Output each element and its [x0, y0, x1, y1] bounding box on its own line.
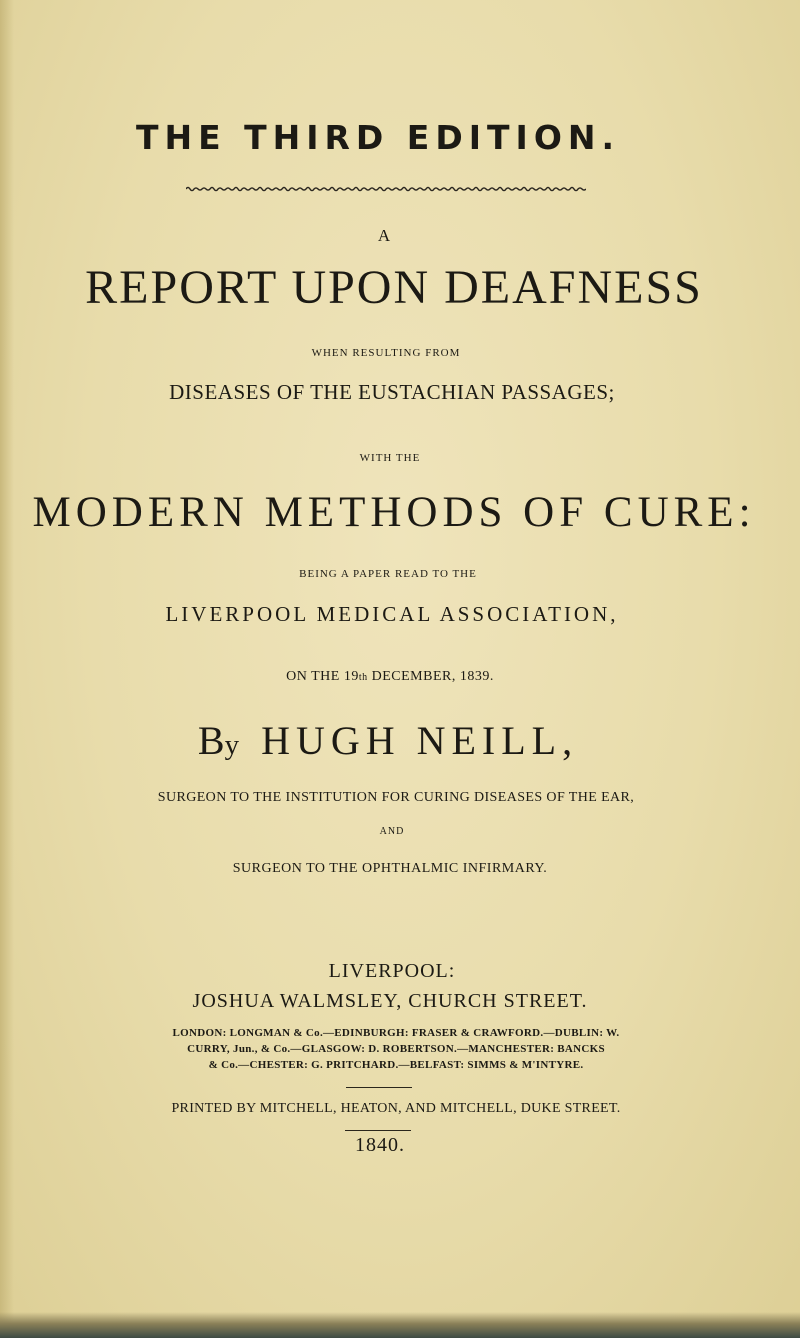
by-rest: y: [224, 729, 246, 761]
author-role-ophthalmic: SURGEON TO THE OPHTHALMIC INFIRMARY.: [232, 861, 548, 876]
divider-rule: [346, 1087, 412, 1088]
and-connector: AND: [379, 826, 405, 837]
subtitle-modern-methods: MODERN METHODS OF CURE:: [32, 489, 756, 536]
with-the: WITH THE: [359, 452, 421, 464]
book-title: REPORT UPON DEAFNESS: [85, 261, 703, 314]
date-prefix: ON THE 19: [286, 669, 359, 684]
agents-line: & Co.—CHESTER: G. PRITCHARD.—BELFAST: SIMMS & M'INTYRE.: [208, 1059, 584, 1071]
by-initial: B: [197, 718, 225, 763]
agents-line: CURRY, Jun., & Co.—GLASGOW: D. ROBERTSON.—MANCHESTER: BANCKS: [187, 1043, 605, 1055]
agents-line: LONDON: LONGMAN & Co.—EDINBURGH: FRASER & CRAWFORD.—DUBLIN: W.: [172, 1027, 620, 1039]
publication-year: 1840.: [355, 1134, 405, 1156]
divider-rule: [345, 1130, 411, 1131]
page-bottom-edge: [0, 1312, 800, 1338]
imprint-place: LIVERPOOL:: [328, 960, 456, 982]
date-ordinal: th: [358, 672, 368, 683]
imprint-agents: [0, 1025, 796, 1073]
when-resulting-from: WHEN RESULTING FROM: [311, 347, 461, 359]
author-byline: [0, 717, 788, 764]
printer-line: PRINTED BY MITCHELL, HEATON, AND MITCHELL, DUKE STREET.: [171, 1101, 621, 1116]
reading-date: [0, 669, 790, 685]
subtitle-diseases: DISEASES OF THE EUSTACHIAN PASSAGES;: [169, 380, 615, 404]
wavy-rule-ornament: [186, 183, 586, 195]
imprint-publisher: JOSHUA WALMSLEY, CHURCH STREET.: [192, 990, 588, 1012]
edition-heading: THE THIRD EDITION.: [135, 118, 621, 157]
author-role-ear: SURGEON TO THE INSTITUTION FOR CURING DISEASES OF THE EAR,: [157, 790, 635, 805]
being-a-paper: BEING A PAPER READ TO THE: [299, 568, 477, 580]
article-a: A: [377, 226, 391, 245]
date-rest: DECEMBER, 1839.: [367, 669, 494, 684]
author-name: HUGH NEILL,: [261, 718, 579, 763]
association-name: LIVERPOOL MEDICAL ASSOCIATION,: [165, 602, 619, 626]
